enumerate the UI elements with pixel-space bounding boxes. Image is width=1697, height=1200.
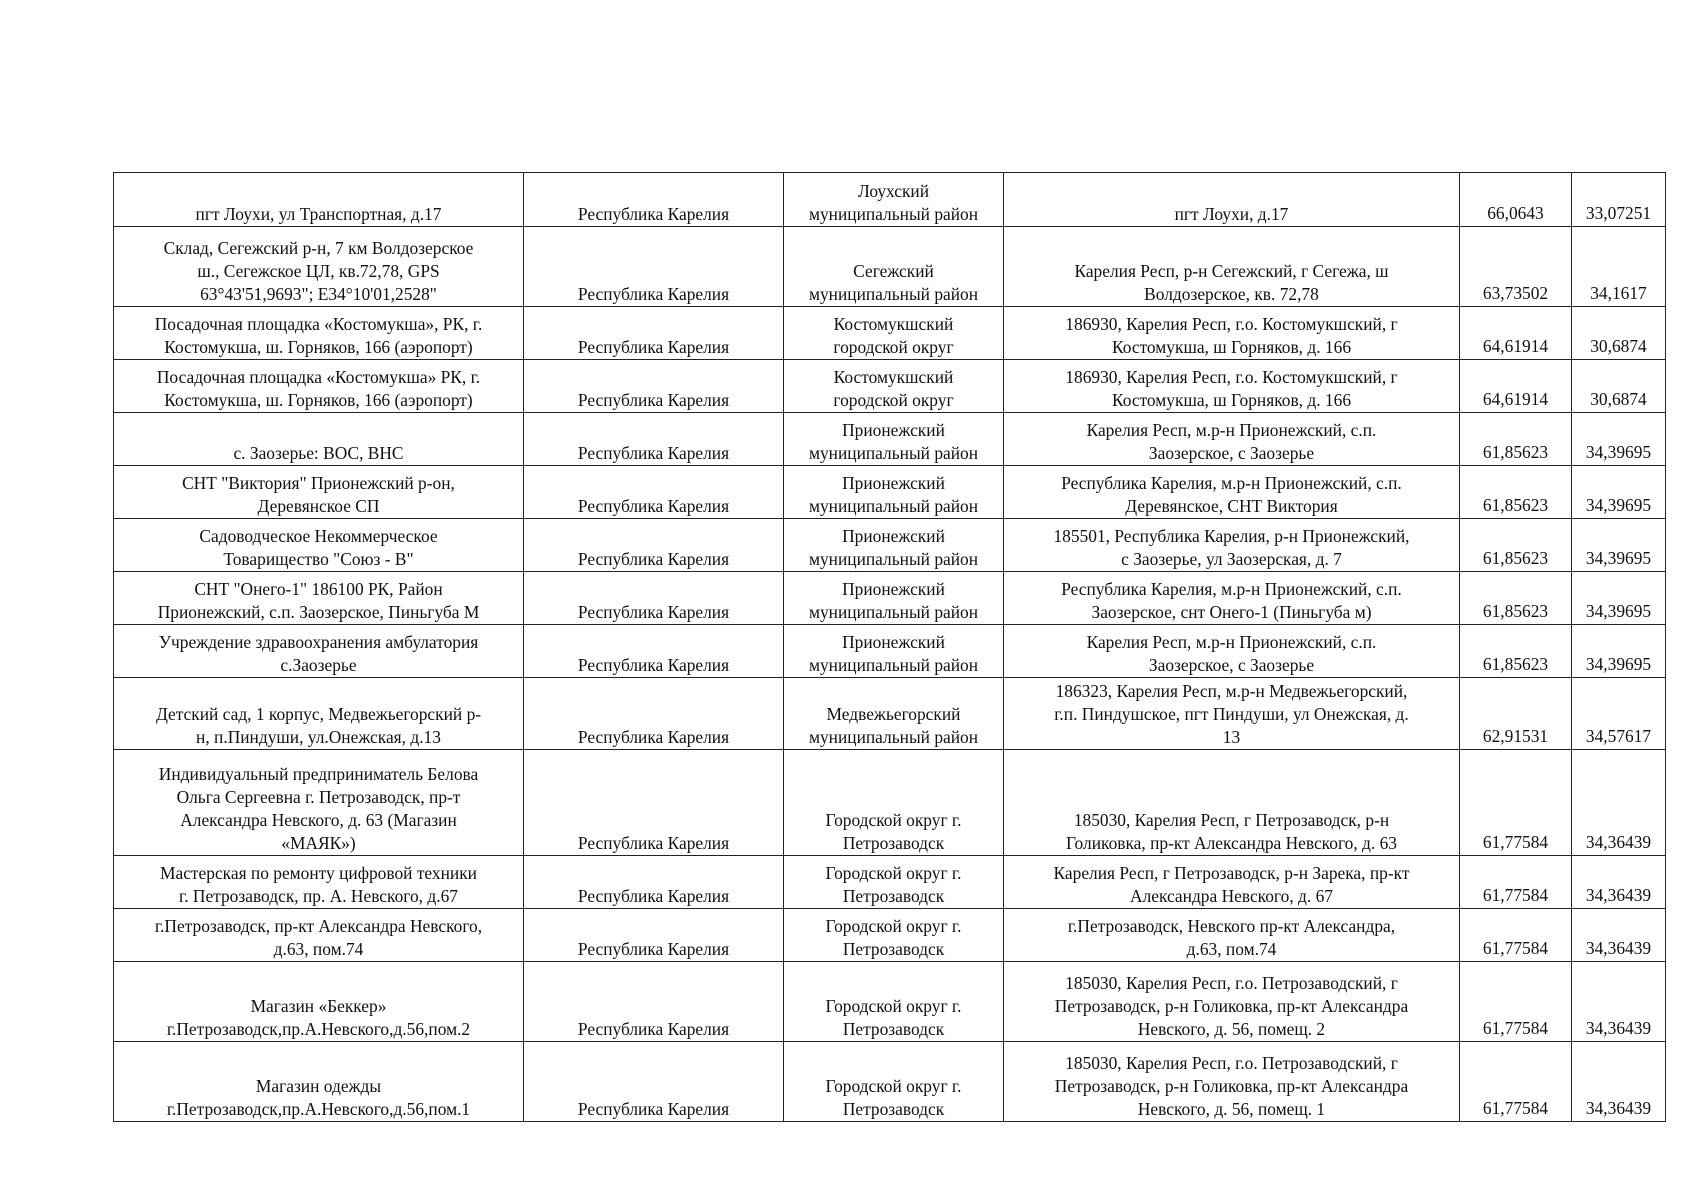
table-row <box>114 307 1666 360</box>
municipality-cell: Городской округ г. Петрозаводск <box>784 962 1004 1042</box>
latitude-cell: 61,77584 <box>1460 856 1572 909</box>
region-cell: Республика Карелия <box>524 572 784 625</box>
address-cell: Карелия Респ, м.р-н Прионежский, с.п. Заозерское, с Заозерье <box>1004 625 1460 678</box>
table-row <box>114 173 1666 227</box>
longitude-cell: 34,39695 <box>1572 466 1666 519</box>
document-page <box>113 172 1665 1122</box>
region-cell: Республика Карелия <box>524 909 784 962</box>
address-cell: Республика Карелия, м.р-н Прионежский, с.п. Деревянское, СНТ Виктория <box>1004 466 1460 519</box>
address-cell: 186930, Карелия Респ, г.о. Костомукшский, г Костомукша, ш Горняков, д. 166 <box>1004 307 1460 360</box>
region-cell: Республика Карелия <box>524 519 784 572</box>
region-cell: Республика Карелия <box>524 360 784 413</box>
latitude-cell: 61,85623 <box>1460 519 1572 572</box>
address-cell: г.Петрозаводск, Невского пр-кт Александра, д.63, пом.74 <box>1004 909 1460 962</box>
address-cell: 186930, Карелия Респ, г.о. Костомукшский, г Костомукша, ш Горняков, д. 166 <box>1004 360 1460 413</box>
region-cell: Республика Карелия <box>524 227 784 307</box>
municipality-cell: Прионежский муниципальный район <box>784 625 1004 678</box>
municipality-cell: Городской округ г. Петрозаводск <box>784 750 1004 856</box>
municipality-cell: Прионежский муниципальный район <box>784 466 1004 519</box>
latitude-cell: 66,0643 <box>1460 173 1572 227</box>
municipality-cell: Прионежский муниципальный район <box>784 413 1004 466</box>
table-row <box>114 625 1666 678</box>
table-row <box>114 856 1666 909</box>
longitude-cell: 34,36439 <box>1572 1042 1666 1122</box>
longitude-cell: 34,39695 <box>1572 413 1666 466</box>
object-name-cell: г.Петрозаводск, пр-кт Александра Невского, д.63, пом.74 <box>114 909 524 962</box>
table-row <box>114 962 1666 1042</box>
municipality-cell: Городской округ г. Петрозаводск <box>784 909 1004 962</box>
latitude-cell: 62,91531 <box>1460 678 1572 750</box>
municipality-cell: Костомукшский городской округ <box>784 307 1004 360</box>
municipality-cell: Прионежский муниципальный район <box>784 519 1004 572</box>
address-cell: Карелия Респ, р-н Сегежский, г Сегежа, ш Волдозерское, кв. 72,78 <box>1004 227 1460 307</box>
region-cell: Республика Карелия <box>524 173 784 227</box>
object-name-cell: Садоводческое Некоммерческое Товарищество "Союз - В" <box>114 519 524 572</box>
longitude-cell: 34,1617 <box>1572 227 1666 307</box>
table-row <box>114 678 1666 750</box>
latitude-cell: 61,85623 <box>1460 466 1572 519</box>
object-name-cell: Посадочная площадка «Костомукша», РК, г. Костомукша, ш. Горняков, 166 (аэропорт) <box>114 307 524 360</box>
region-cell: Республика Карелия <box>524 466 784 519</box>
region-cell: Республика Карелия <box>524 962 784 1042</box>
address-cell: Карелия Респ, м.р-н Прионежский, с.п. Заозерское, с Заозерье <box>1004 413 1460 466</box>
latitude-cell: 63,73502 <box>1460 227 1572 307</box>
latitude-cell: 61,77584 <box>1460 750 1572 856</box>
locations-table <box>113 172 1666 1122</box>
latitude-cell: 61,77584 <box>1460 962 1572 1042</box>
latitude-cell: 61,77584 <box>1460 1042 1572 1122</box>
municipality-cell: Медвежьегорский муниципальный район <box>784 678 1004 750</box>
region-cell: Республика Карелия <box>524 1042 784 1122</box>
municipality-cell: Городской округ г. Петрозаводск <box>784 1042 1004 1122</box>
address-cell: пгт Лоухи, д.17 <box>1004 173 1460 227</box>
object-name-cell: Магазин одежды г.Петрозаводск,пр.А.Невского,д.56,пом.1 <box>114 1042 524 1122</box>
longitude-cell: 30,6874 <box>1572 307 1666 360</box>
table-row <box>114 413 1666 466</box>
address-cell: Карелия Респ, г Петрозаводск, р-н Зарека, пр-кт Александра Невского, д. 67 <box>1004 856 1460 909</box>
object-name-cell: с. Заозерье: ВОС, ВНС <box>114 413 524 466</box>
region-cell: Республика Карелия <box>524 307 784 360</box>
longitude-cell: 34,36439 <box>1572 962 1666 1042</box>
table-row <box>114 360 1666 413</box>
longitude-cell: 34,36439 <box>1572 750 1666 856</box>
table-row <box>114 750 1666 856</box>
longitude-cell: 34,39695 <box>1572 572 1666 625</box>
object-name-cell: Индивидуальный предприниматель Белова Ольга Сергеевна г. Петрозаводск, пр-т Александра Невского, д. 63 (Магазин «МАЯК») <box>114 750 524 856</box>
address-cell: 186323, Карелия Респ, м.р-н Медвежьегорский, г.п. Пиндушское, пгт Пиндуши, ул Онежская, д. 13 <box>1004 678 1460 750</box>
region-cell: Республика Карелия <box>524 678 784 750</box>
longitude-cell: 34,57617 <box>1572 678 1666 750</box>
object-name-cell: Склад, Сегежский р-н, 7 км Волдозерское ш., Сегежское ЦЛ, кв.72,78, GPS 63°43'51,9693"; E34°10'01,2528" <box>114 227 524 307</box>
address-cell: Республика Карелия, м.р-н Прионежский, с.п. Заозерское, снт Онего-1 (Пиньгуба м) <box>1004 572 1460 625</box>
longitude-cell: 33,07251 <box>1572 173 1666 227</box>
object-name-cell: Детский сад, 1 корпус, Медвежьегорский р- н, п.Пиндуши, ул.Онежская, д.13 <box>114 678 524 750</box>
object-name-cell: Посадочная площадка «Костомукша» РК, г. Костомукша, ш. Горняков, 166 (аэропорт) <box>114 360 524 413</box>
longitude-cell: 30,6874 <box>1572 360 1666 413</box>
municipality-cell: Костомукшский городской округ <box>784 360 1004 413</box>
municipality-cell: Лоухский муниципальный район <box>784 173 1004 227</box>
longitude-cell: 34,39695 <box>1572 625 1666 678</box>
longitude-cell: 34,39695 <box>1572 519 1666 572</box>
region-cell: Республика Карелия <box>524 750 784 856</box>
municipality-cell: Прионежский муниципальный район <box>784 572 1004 625</box>
longitude-cell: 34,36439 <box>1572 909 1666 962</box>
table-row <box>114 519 1666 572</box>
region-cell: Республика Карелия <box>524 625 784 678</box>
latitude-cell: 61,85623 <box>1460 413 1572 466</box>
address-cell: 185030, Карелия Респ, г.о. Петрозаводский, г Петрозаводск, р-н Голиковка, пр-кт Александра Невского, д. 56, помещ. 1 <box>1004 1042 1460 1122</box>
table-row <box>114 572 1666 625</box>
table-row <box>114 1042 1666 1122</box>
latitude-cell: 61,85623 <box>1460 572 1572 625</box>
latitude-cell: 64,61914 <box>1460 360 1572 413</box>
longitude-cell: 34,36439 <box>1572 856 1666 909</box>
region-cell: Республика Карелия <box>524 413 784 466</box>
region-cell: Республика Карелия <box>524 856 784 909</box>
table-row <box>114 227 1666 307</box>
address-cell: 185030, Карелия Респ, г.о. Петрозаводский, г Петрозаводск, р-н Голиковка, пр-кт Александра Невского, д. 56, помещ. 2 <box>1004 962 1460 1042</box>
latitude-cell: 61,77584 <box>1460 909 1572 962</box>
address-cell: 185501, Республика Карелия, р-н Прионежский, с Заозерье, ул Заозерская, д. 7 <box>1004 519 1460 572</box>
address-cell: 185030, Карелия Респ, г Петрозаводск, р-н Голиковка, пр-кт Александра Невского, д. 63 <box>1004 750 1460 856</box>
table-row <box>114 909 1666 962</box>
object-name-cell: Учреждение здравоохранения амбулатория с.Заозерье <box>114 625 524 678</box>
object-name-cell: Магазин «Беккер» г.Петрозаводск,пр.А.Невского,д.56,пом.2 <box>114 962 524 1042</box>
object-name-cell: СНТ "Виктория" Прионежский р-он, Деревянское СП <box>114 466 524 519</box>
object-name-cell: пгт Лоухи, ул Транспортная, д.17 <box>114 173 524 227</box>
object-name-cell: Мастерская по ремонту цифровой техники г. Петрозаводск, пр. А. Невского, д.67 <box>114 856 524 909</box>
latitude-cell: 61,85623 <box>1460 625 1572 678</box>
object-name-cell: СНТ "Онего-1" 186100 РК, Район Прионежский, с.п. Заозерское, Пиньгуба М <box>114 572 524 625</box>
table-row <box>114 466 1666 519</box>
municipality-cell: Городской округ г. Петрозаводск <box>784 856 1004 909</box>
latitude-cell: 64,61914 <box>1460 307 1572 360</box>
municipality-cell: Сегежский муниципальный район <box>784 227 1004 307</box>
